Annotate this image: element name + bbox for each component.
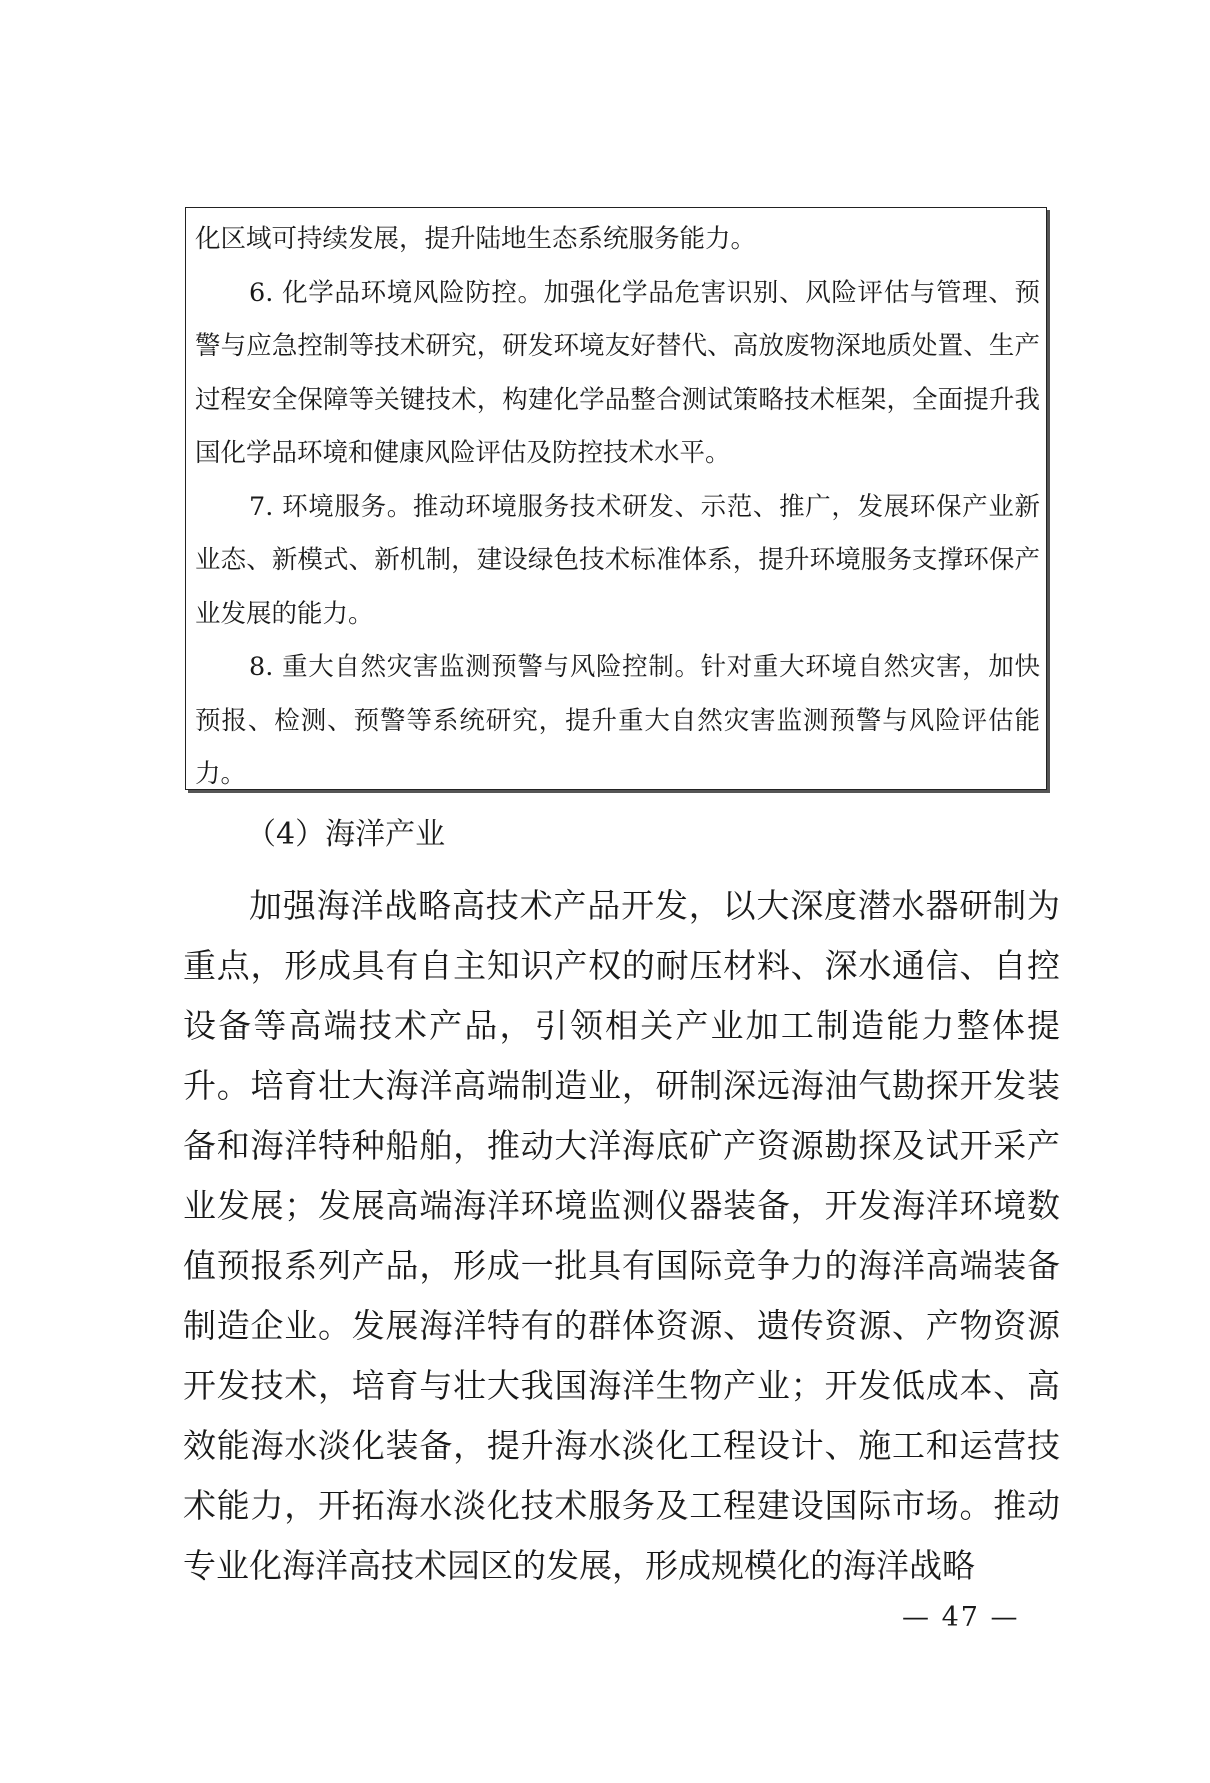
page-number: — 47 — xyxy=(902,1602,1020,1633)
box-paragraph-natural-disaster: 8. 重大自然灾害监测预警与风险控制。针对重大环境自然灾害，加快预报、检测、预警等系统研究，提升重大自然灾害监测预警与风险评估能力。 xyxy=(195,652,1040,789)
box-paragraph-continuation: 化区域可持续发展，提升陆地生态系统服务能力。 xyxy=(195,224,757,254)
section-body-paragraph: 加强海洋战略高技术产品开发，以大深度潜水器研制为重点，形成具有自主知识产权的耐压材料、深水通信、自控设备等高端技术产品，引领相关产业加工制造能力整体提升。培育壮大海洋高端制造业，研制深远海油气勘探开发装备和海洋特种船舶，推动大洋海底矿产资源勘探及试开采产业发展；发展高端海洋环境监测仪器装备，开发海洋环境数值预报系列产品，形成一批具有国际竞争力的海洋高端装备制造企业。发展海洋特有的群体资源、遗传资源、产物资源开发技术，培育与壮大我国海洋生物产业；开发低成本、高效能海水淡化装备，提升海水淡化工程设计、施工和运营技术能力，开拓海水淡化技术服务及工程建设国际市场。推动专业化海洋高技术园区的发展，形成规模化的海洋战略 xyxy=(183,886,1060,1585)
section-heading: （4）海洋产业 xyxy=(246,817,446,852)
box-paragraph-environmental-services: 7. 环境服务。推动环境服务技术研发、示范、推广，发展环保产业新业态、新模式、新机制，建设绿色技术标准体系，提升环境服务支撑环保产业发展的能力。 xyxy=(195,491,1040,629)
boxed-text-section xyxy=(185,207,1047,790)
box-paragraph-chemical-risk: 6. 化学品环境风险防控。加强化学品危害识别、风险评估与管理、预警与应急控制等技术研究，研发环境友好替代、高放废物深地质处置、生产过程安全保障等关键技术，构建化学品整合测试策略技术框架，全面提升我国化学品环境和健康风险评估及防控技术水平。 xyxy=(195,277,1040,468)
